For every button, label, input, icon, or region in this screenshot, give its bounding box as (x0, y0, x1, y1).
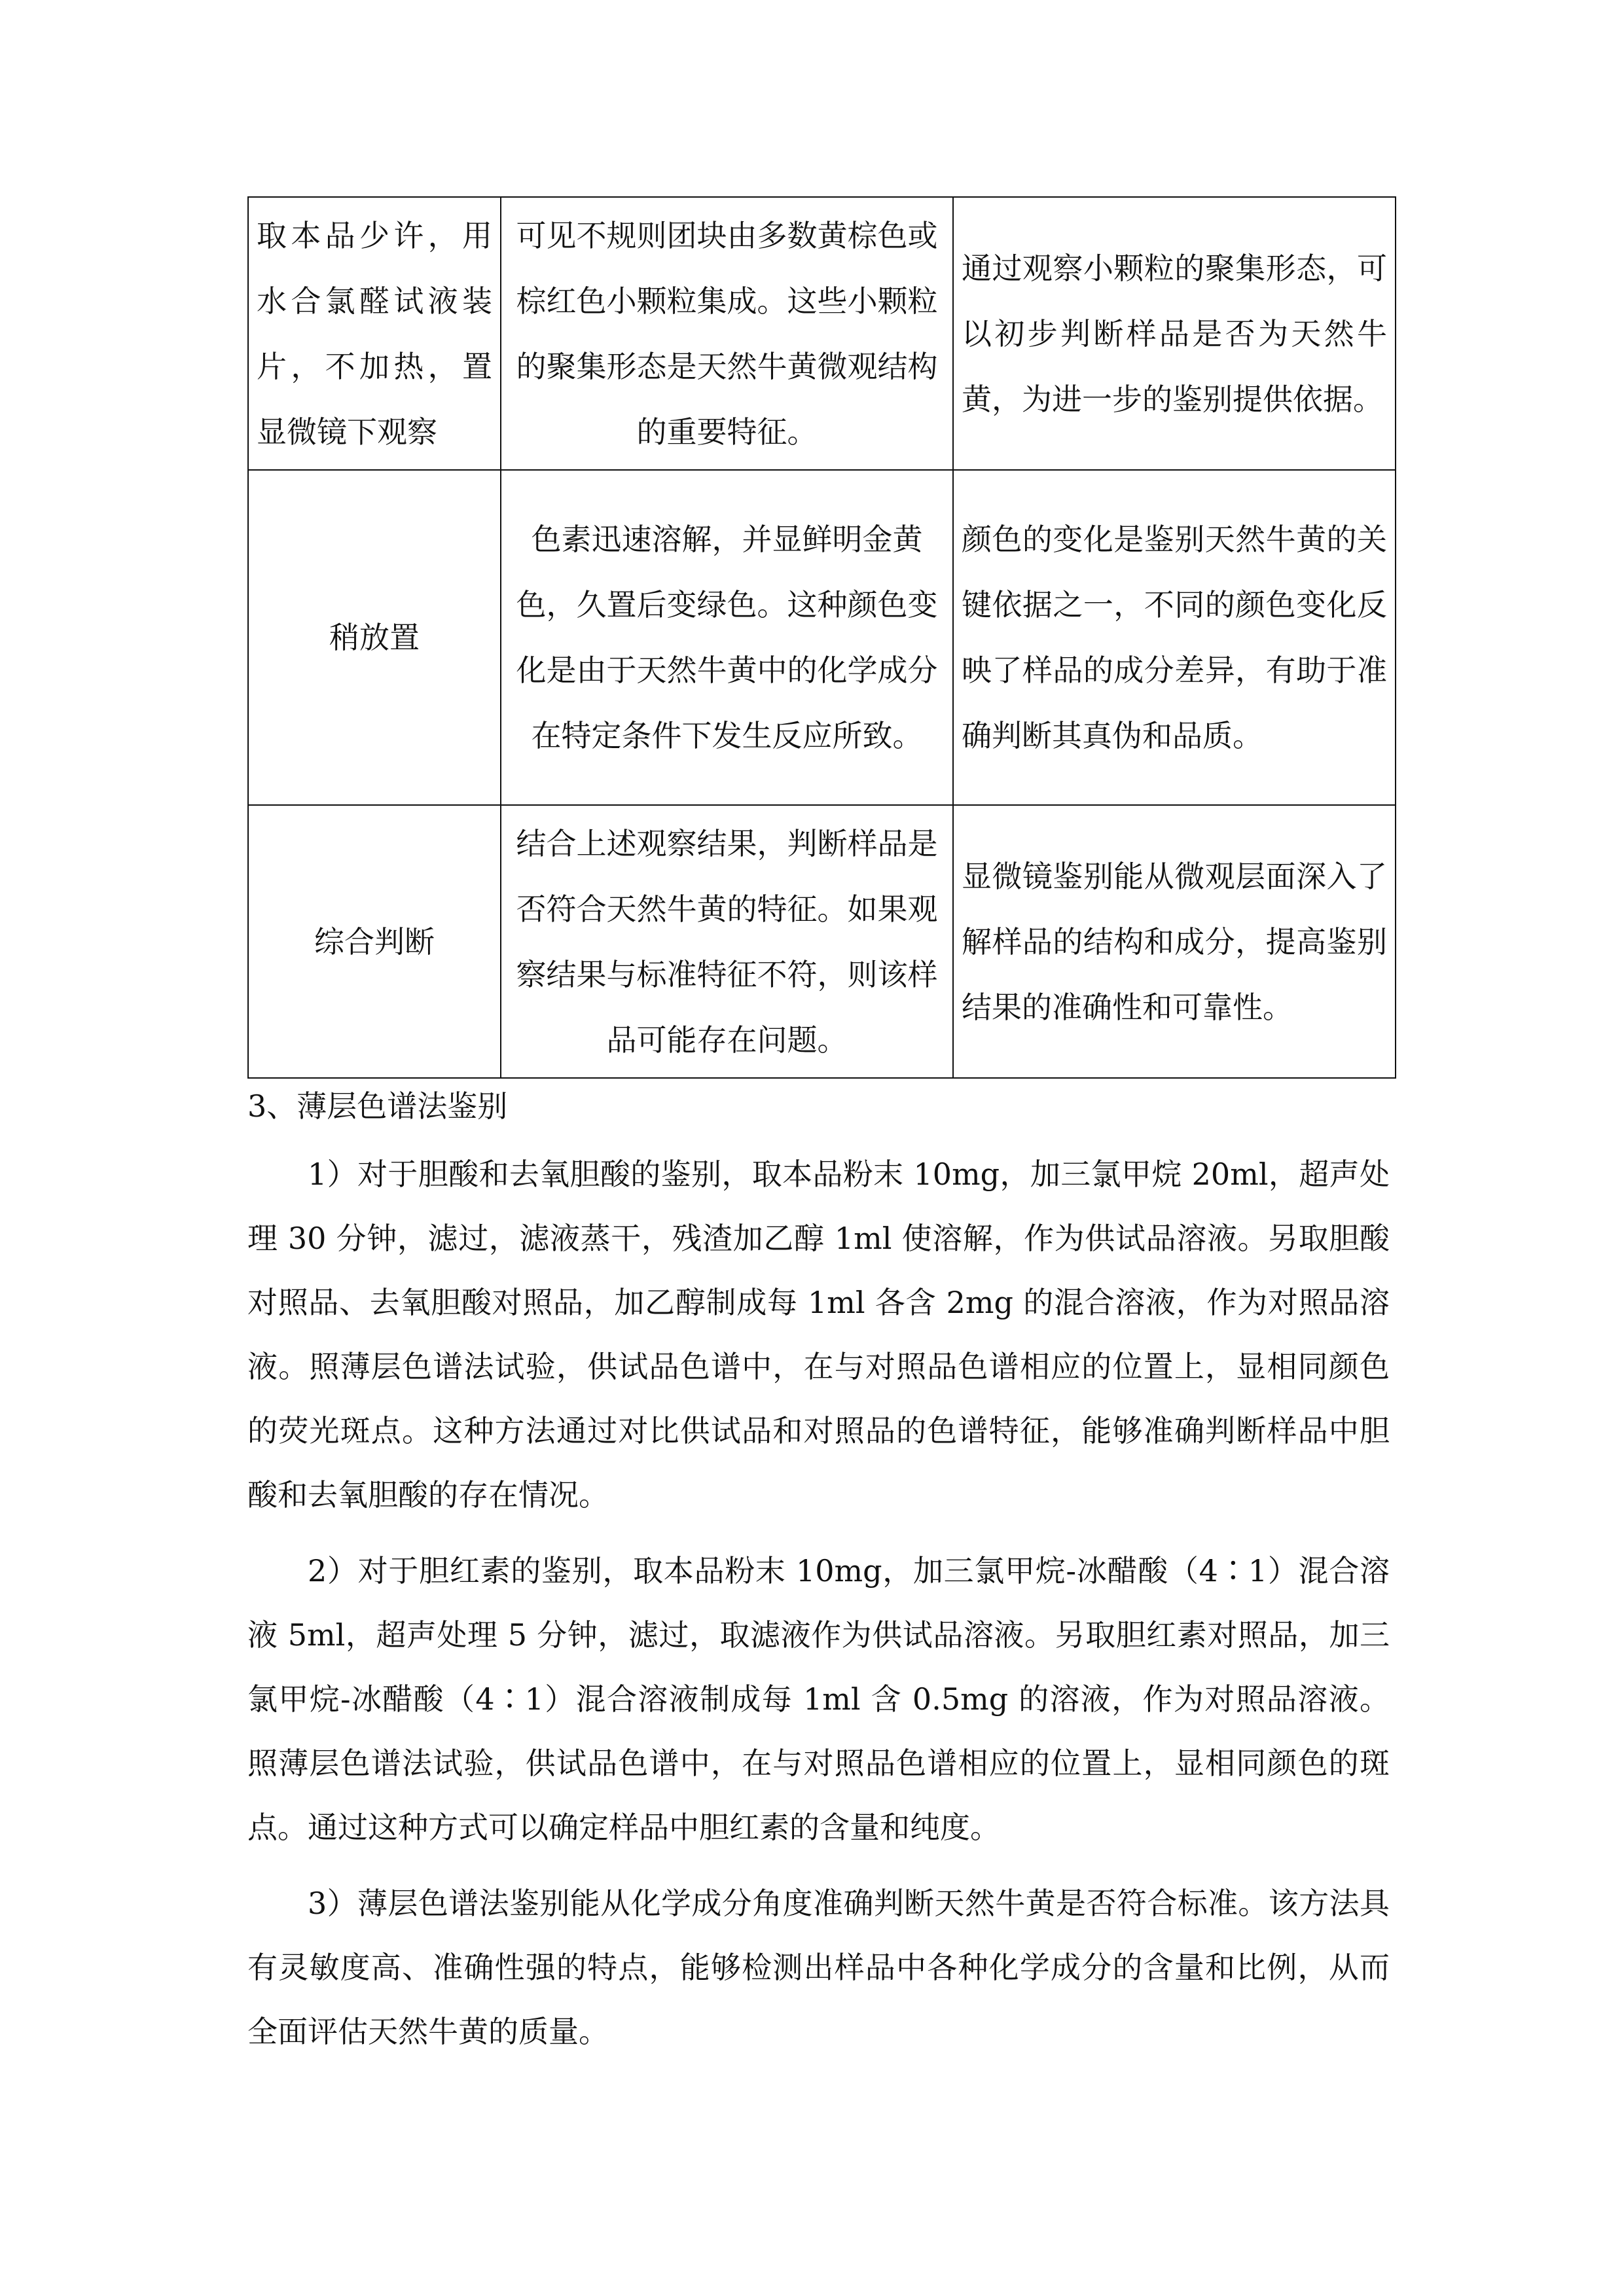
table-cell-method: 综合判断 (248, 805, 501, 1078)
paragraph-3: 3）薄层色谱法鉴别能从化学成分角度准确判断天然牛黄是否符合标准。该方法具有灵敏度高、准确性强的特点，能够检测出样品中各种化学成分的含量和比例，从而全面评估天然牛黄的质量。 (247, 1886, 1390, 2049)
table-row (248, 197, 1396, 470)
table-cell-significance: 显微镜鉴别能从微观层面深入了解样品的结构和成分，提高鉴别结果的准确性和可靠性。 (953, 805, 1396, 1078)
table-row (248, 805, 1396, 1078)
table-row (248, 470, 1396, 805)
section-body (247, 1142, 1390, 2075)
table-cell-significance: 通过观察小颗粒的聚集形态，可以初步判断样品是否为天然牛黄，为进一步的鉴别提供依据。 (953, 197, 1396, 470)
observation-table (247, 196, 1396, 1079)
table-cell-observation: 色素迅速溶解，并显鲜明金黄色，久置后变绿色。这种颜色变化是由于天然牛黄中的化学成分在特定条件下发生反应所致。 (501, 470, 953, 805)
table-cell-method: 取本品少许，用水合氯醛试液装片，不加热，置显微镜下观察 (248, 197, 501, 470)
table-cell-observation: 可见不规则团块由多数黄棕色或棕红色小颗粒集成。这些小颗粒的聚集形态是天然牛黄微观结构的重要特征。 (501, 197, 953, 470)
paragraph-2: 2）对于胆红素的鉴别，取本品粉末 10mg，加三氯甲烷-冰醋酸（4∶1）混合溶液 5ml，超声处理 5 分钟，滤过，取滤液作为供试品溶液。另取胆红素对照品，加三氯甲烷-冰醋酸（4∶1）混合溶液制成每 1ml 含 0.5mg 的溶液，作为对照品溶液。照薄层色谱法试验，供试品色谱中，在与对照品色谱相应的位置上，显相同颜色的斑点。通过这种方式可以确定样品中胆红素的含量和纯度。 (247, 1553, 1390, 1845)
table-cell-observation: 结合上述观察结果，判断样品是否符合天然牛黄的特征。如果观察结果与标准特征不符，则该样品可能存在问题。 (501, 805, 953, 1078)
section-heading: 3、薄层色谱法鉴别 (247, 1088, 508, 1124)
table-cell-significance: 颜色的变化是鉴别天然牛黄的关键依据之一，不同的颜色变化反映了样品的成分差异，有助于准确判断其真伪和品质。 (953, 470, 1396, 805)
paragraph-1: 1）对于胆酸和去氧胆酸的鉴别，取本品粉末 10mg，加三氯甲烷 20ml，超声处理 30 分钟，滤过，滤液蒸干，残渣加乙醇 1ml 使溶解，作为供试品溶液。另取胆酸对照品、去氧胆酸对照品，加乙醇制成每 1ml 各含 2mg 的混合溶液，作为对照品溶液。照薄层色谱法试验，供试品色谱中，在与对照品色谱相应的位置上，显相同颜色的荧光斑点。这种方法通过对比供试品和对照品的色谱特征，能够准确判断样品中胆酸和去氧胆酸的存在情况。 (247, 1157, 1390, 1513)
table-cell-method: 稍放置 (248, 470, 501, 805)
